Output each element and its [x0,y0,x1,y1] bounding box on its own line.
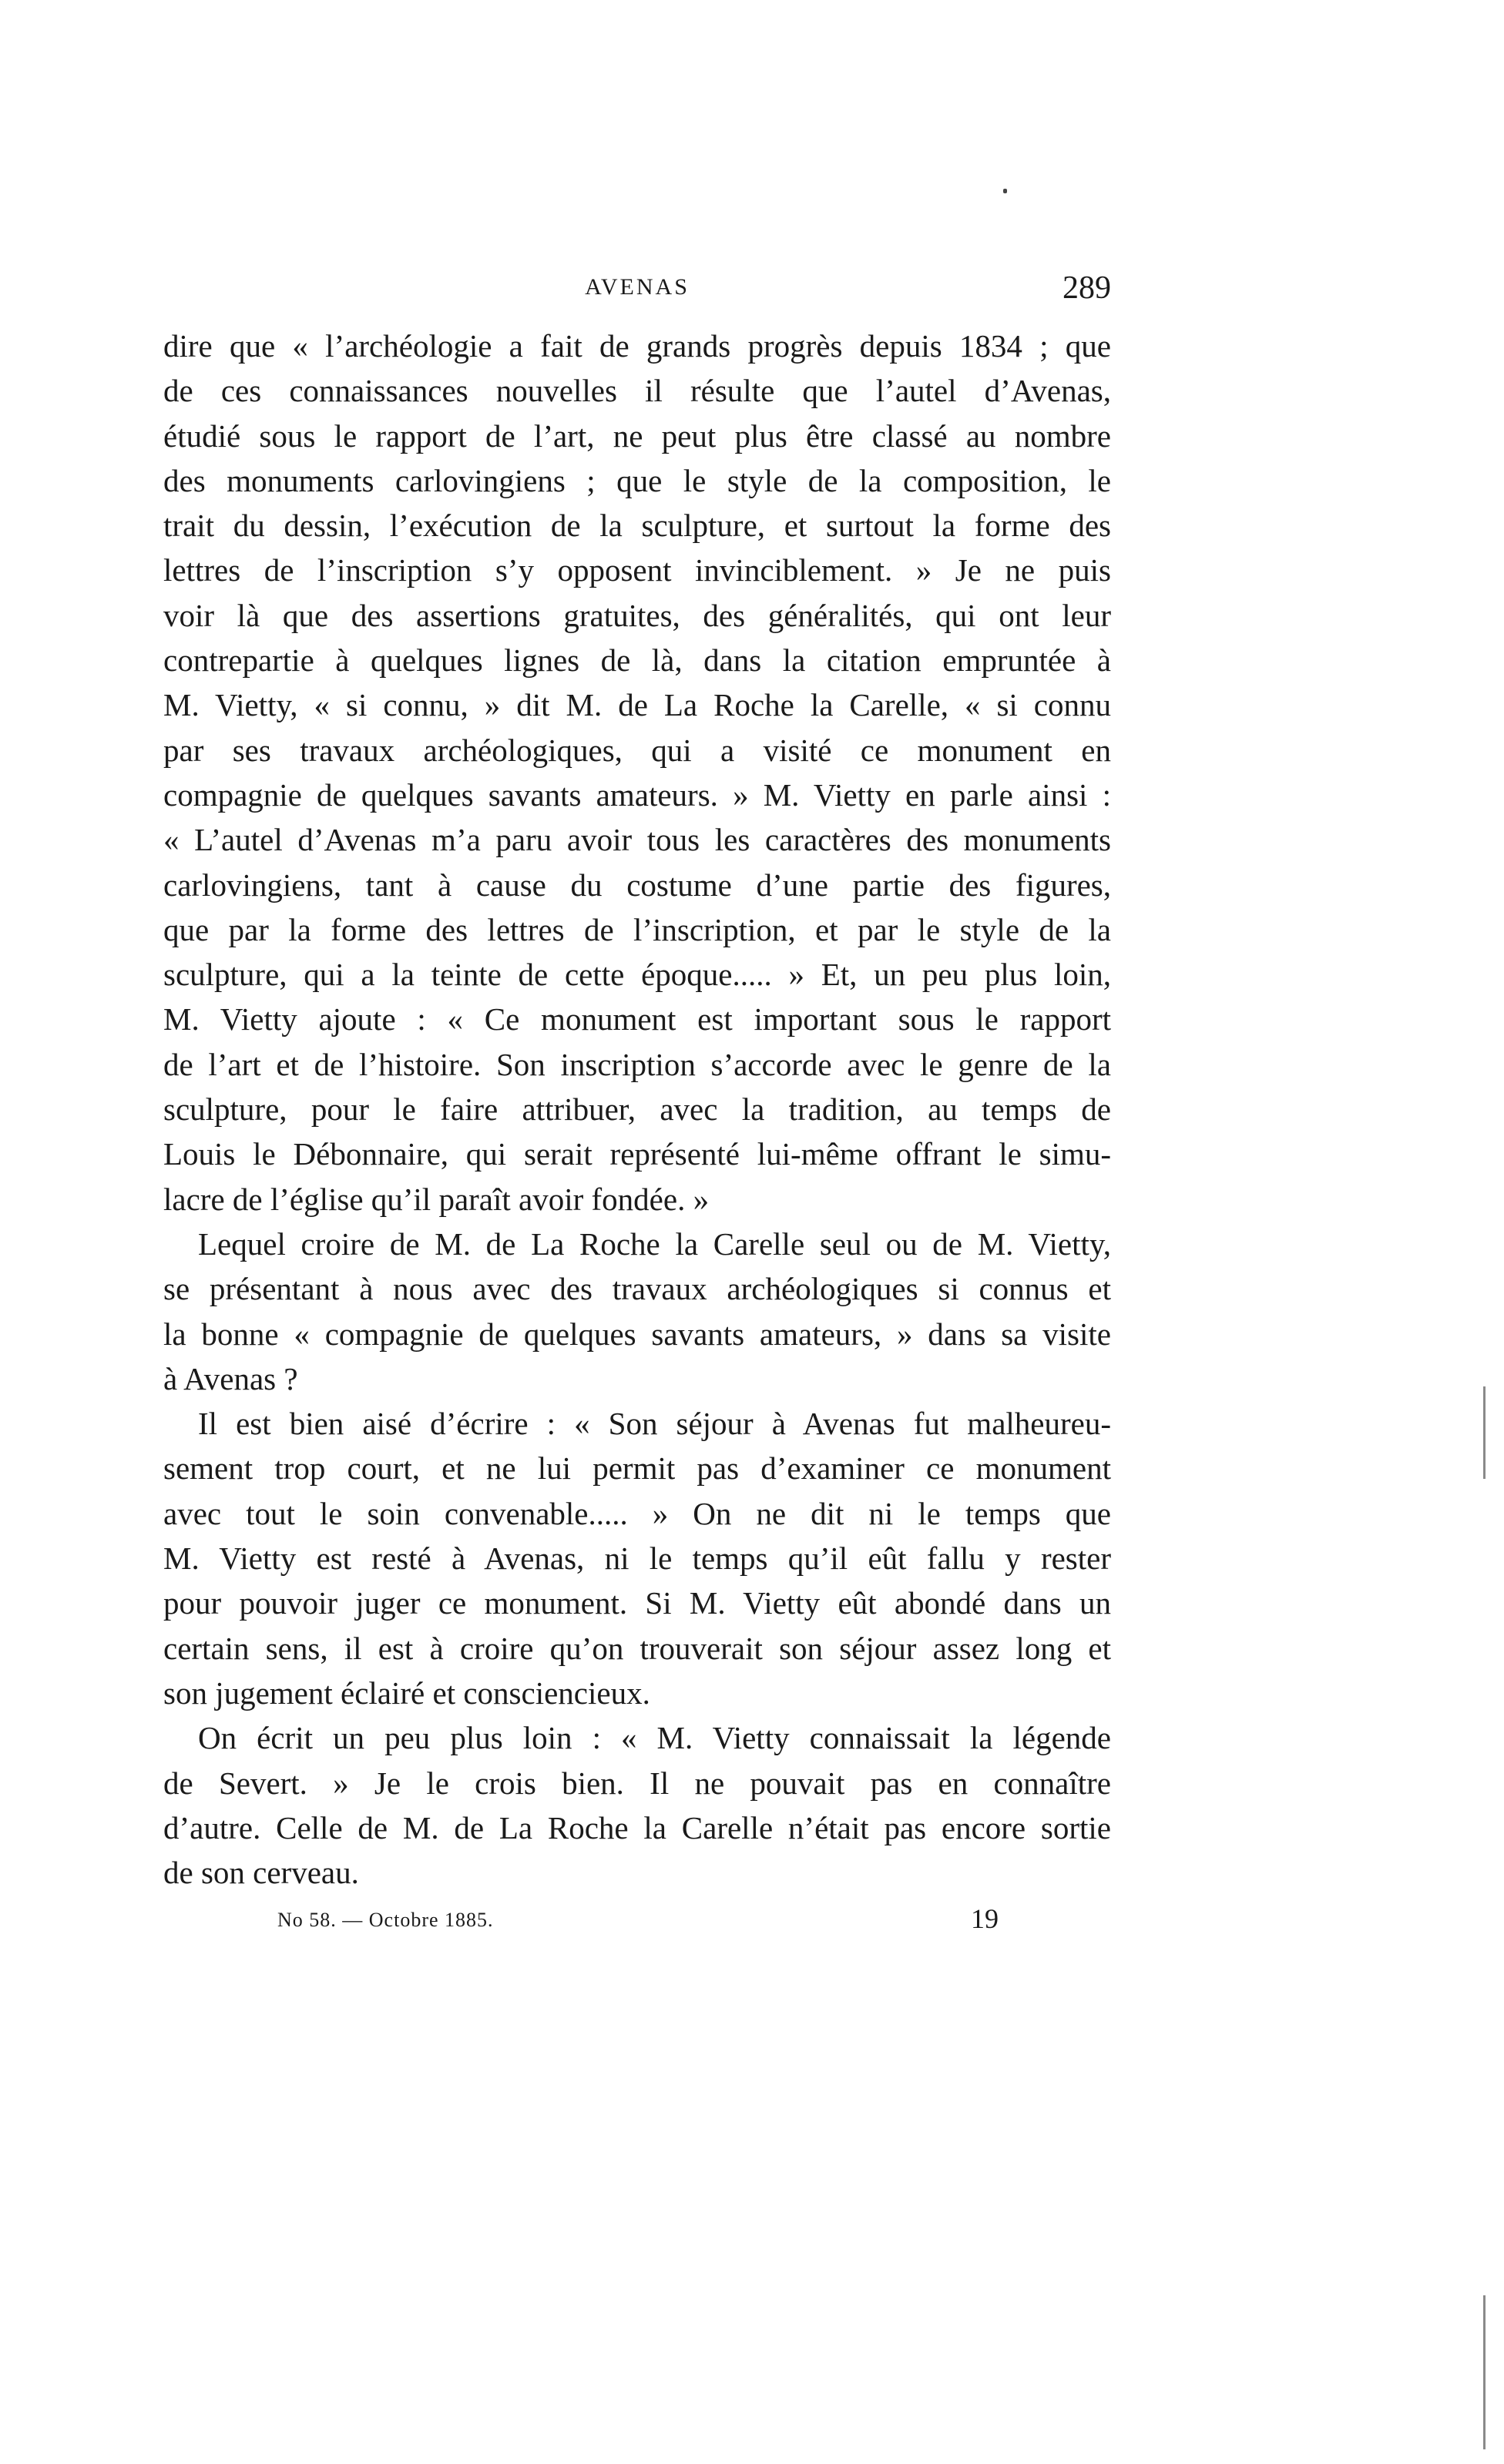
paragraph-start-line: Il est bien aisé d’écrire : « Son séjour à Avenas fut malheureu- [198,1406,1111,1442]
text-line: « L’autel d’Avenas m’a paru avoir tous les caractères des monuments [163,822,1111,858]
text-line: de l’art et de l’histoire. Son inscription s’accorde avec le genre de la [163,1046,1111,1082]
text-line: que par la forme des lettres de l’inscription, et par le style de la [163,911,1111,947]
text-line: sculpture, pour le faire attribuer, avec la tradition, au temps de [163,1091,1111,1128]
scan-edge-mark [1483,1386,1486,1479]
text-line: la bonne « compagnie de quelques savants amateurs, » dans sa visite [163,1316,1111,1352]
running-title: AVENAS [585,274,690,300]
issue-note: No 58. — Octobre 1885. [277,1909,494,1931]
paragraph-end-line: à Avenas ? [163,1360,298,1396]
text-line: voir là que des assertions gratuites, des généralités, qui ont leur [163,597,1111,633]
text-line: carlovingiens, tant à cause du costume d’une partie des figures, [163,867,1111,903]
text-line: M. Vietty, « si connu, » dit M. de La Roche la Carelle, « si connu [163,687,1111,723]
scan-edge-mark [1483,2295,1486,2449]
text-line: contrepartie à quelques lignes de là, dans la citation empruntée à [163,642,1111,679]
text-line: compagnie de quelques savants amateurs. » M. Vietty en parle ainsi : [163,776,1111,813]
paragraph-start-line: On écrit un peu plus loin : « M. Vietty connaissait la légende [198,1720,1111,1756]
signature-mark: 19 [971,1903,999,1934]
text-line: lettres de l’inscription s’y opposent invinciblement. » Je ne puis [163,552,1111,588]
text-line: M. Vietty ajoute : « Ce monument est important sous le rapport [163,1001,1111,1038]
text-line: certain sens, il est à croire qu’on trouverait son séjour assez long et [163,1630,1111,1666]
text-line: avec tout le soin convenable..... » On ne dit ni le temps que [163,1495,1111,1531]
text-line: sculpture, qui a la teinte de cette époque..... » Et, un peu plus loin, [163,957,1111,993]
text-line: étudié sous le rapport de l’art, ne peut plus être classé au nombre [163,417,1111,454]
body-text [163,324,1111,1895]
text-line: sement trop court, et ne lui permit pas d’examiner ce monument [163,1450,1111,1487]
page-footer [277,1902,1002,1941]
text-line: d’autre. Celle de M. de La Roche la Carelle n’était pas encore sortie [163,1809,1111,1845]
paragraph-end-line: lacre de l’église qu’il paraît avoir fondée. » [163,1181,710,1217]
text-line: M. Vietty est resté à Avenas, ni le temps qu’il eût fallu y rester [163,1540,1111,1577]
text-line: dire que « l’archéologie a fait de grands progrès depuis 1834 ; que [163,328,1111,364]
text-line: trait du dessin, l’exécution de la sculpture, et surtout la forme des [163,508,1111,544]
text-line: pour pouvoir juger ce monument. Si M. Vietty eût abondé dans un [163,1585,1111,1621]
text-line: se présentant à nous avec des travaux archéologiques si connus et [163,1271,1111,1307]
text-line: par ses travaux archéologiques, qui a visité ce monument en [163,732,1111,768]
text-line: Louis le Débonnaire, qui serait représenté lui-même offrant le simu- [163,1136,1111,1172]
ink-speck [1003,189,1007,193]
paragraph-start-line: Lequel croire de M. de La Roche la Carelle seul ou de M. Vietty, [198,1225,1111,1262]
page-header [163,270,1111,316]
paragraph-end-line: de son cerveau. [163,1855,359,1891]
page-number: 289 [1063,270,1111,306]
text-line: de ces connaissances nouvelles il résulte que l’autel d’Avenas, [163,373,1111,409]
text-line: des monuments carlovingiens ; que le style de la composition, le [163,462,1111,498]
text-line: de Severt. » Je le crois bien. Il ne pouvait pas en connaître [163,1765,1111,1801]
paragraph-end-line: son jugement éclairé et consciencieux. [163,1675,650,1711]
